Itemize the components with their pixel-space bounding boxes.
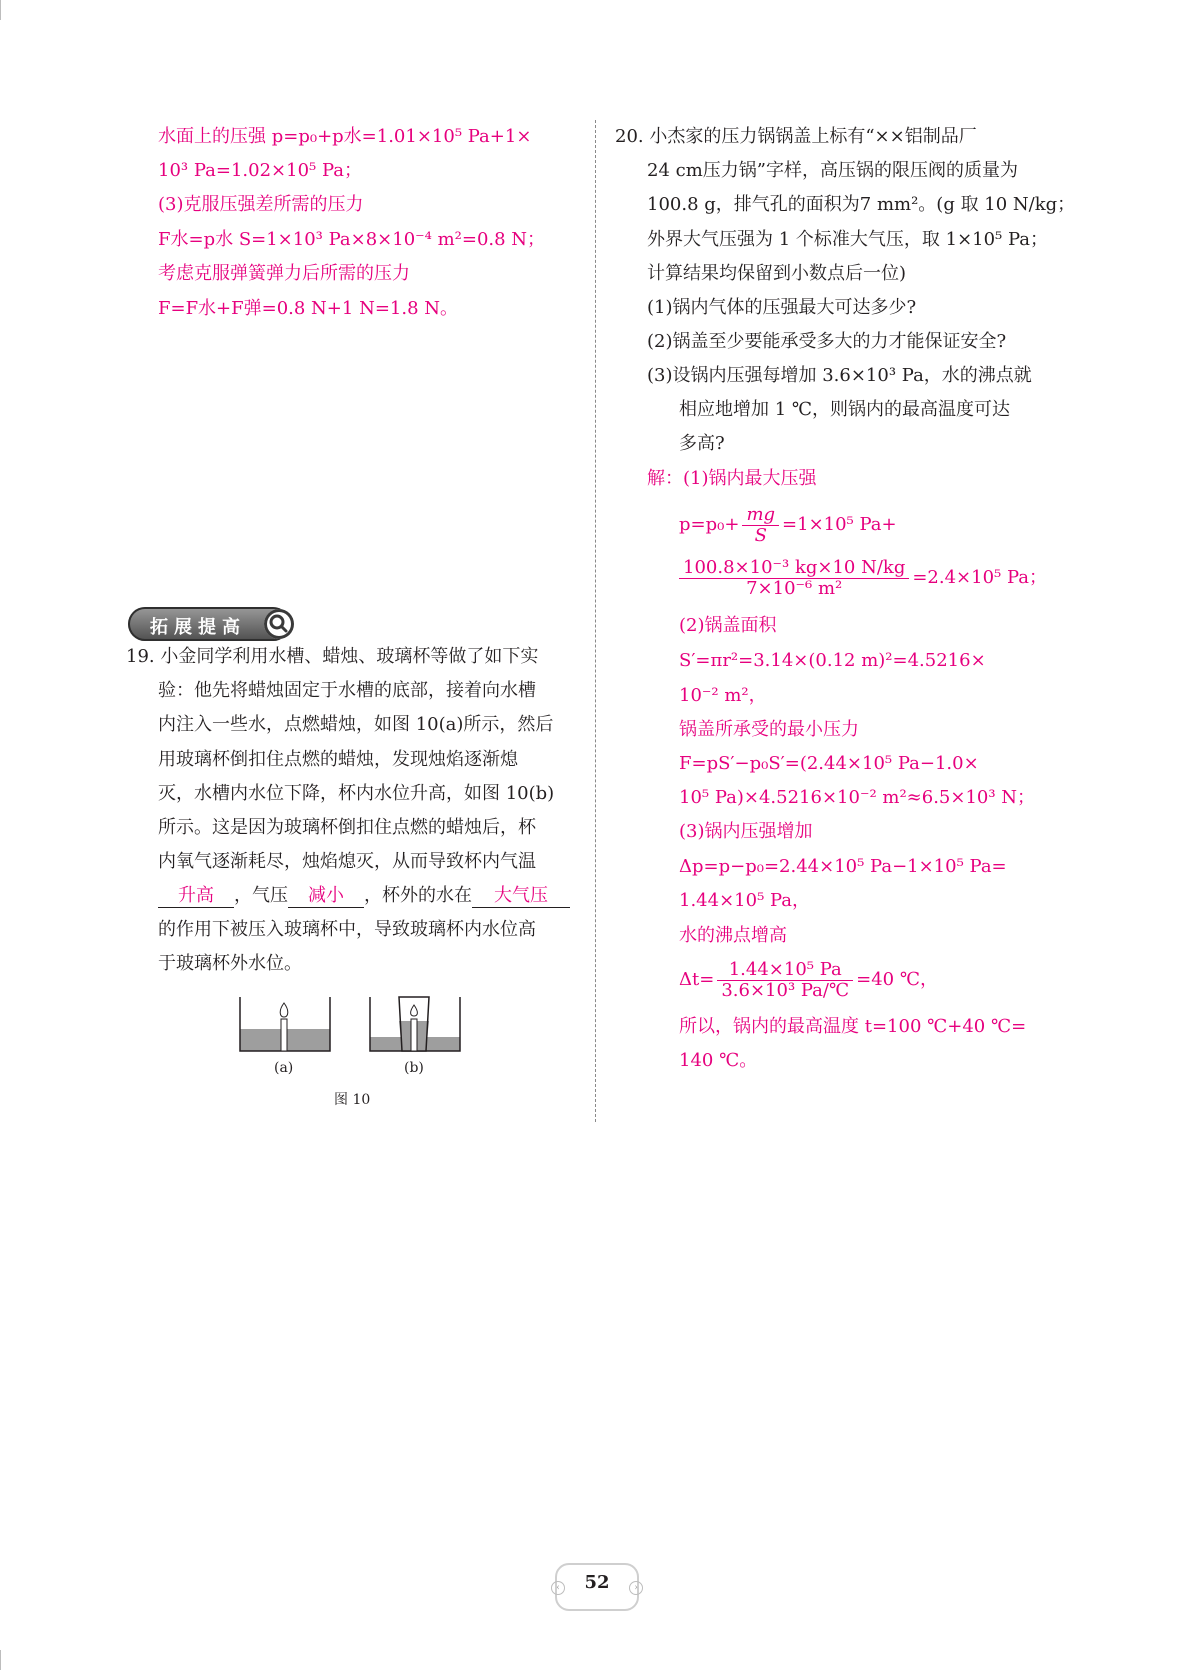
fraction-numerator: 1.44×10⁵ Pa	[717, 960, 853, 981]
question-line: 于玻璃杯外水位。	[158, 953, 302, 974]
solution-line: 所以，锅内的最高温度 t=100 ℃+40 ℃=	[679, 1016, 1027, 1037]
equation-boiling-increase	[679, 958, 938, 1002]
solution-line: 10⁵ Pa)×4.5216×10⁻² m²≈6.5×10³ N；	[679, 787, 1036, 808]
figure-caption: 图 10	[334, 1092, 371, 1108]
chevron-right-icon: ›	[629, 1581, 643, 1595]
answer-line: 水面上的压强 p=p₀+p水=1.01×10⁵ Pa+1×	[158, 126, 532, 147]
answer-line: F水=p水 S=1×10³ Pa×8×10⁻⁴ m²=0.8 N；	[158, 229, 546, 250]
question-line: 20. 小杰家的压力锅锅盖上标有“××铝制品厂	[615, 126, 977, 147]
crop-mark-top-left	[0, 0, 1, 20]
page-number-badge	[555, 1563, 639, 1611]
blank-separator: ，杯外的水在	[364, 885, 472, 906]
answer-line: F=F水+F弹=0.8 N+1 N=1.8 N。	[158, 298, 458, 319]
solution-line: S′=πr²=3.14×(0.12 m)²=4.5216×	[679, 650, 986, 671]
question-line: 用玻璃杯倒扣住点燃的蜡烛，发现烛焰逐渐熄	[158, 749, 518, 770]
equation-part: =40 ℃，	[856, 969, 938, 990]
equation-part: Δt=	[679, 969, 715, 990]
question-line: 的作用下被压入玻璃杯中，导致玻璃杯内水位高	[158, 919, 536, 940]
question-line: 相应地增加 1 ℃，则锅内的最高温度可达	[679, 399, 1011, 420]
fraction	[679, 558, 909, 599]
question-line: 19. 小金同学利用水槽、蜡烛、玻璃杯等做了如下实	[126, 646, 539, 667]
equation-max-pressure	[679, 503, 897, 547]
question-line: 100.8 g，排气孔的面积为7 mm²。(g 取 10 N/kg；	[647, 194, 1076, 215]
fraction-denominator: 3.6×10³ Pa/℃	[721, 979, 850, 1001]
fraction-denominator: 7×10⁻⁶ m²	[746, 577, 843, 599]
solution-line: 140 ℃。	[679, 1050, 758, 1071]
page-number: 52	[584, 1572, 610, 1593]
fraction	[717, 960, 853, 1001]
question-line: 内氧气逐渐耗尽，烛焰熄灭，从而导致杯内气温	[158, 851, 536, 872]
solution-line: 水的沸点增高	[679, 925, 787, 946]
figure-10-illustration	[230, 995, 470, 1075]
fraction-denominator: S	[754, 524, 767, 546]
fraction-numerator: mg	[742, 505, 779, 526]
answer-blank-pressure: 减小	[288, 885, 364, 908]
fraction-numerator: 100.8×10⁻³ kg×10 N/kg	[679, 558, 909, 579]
equation-part: =1×10⁵ Pa+	[782, 514, 897, 535]
figure-10	[230, 995, 470, 1115]
answer-line: 10³ Pa=1.02×10⁵ Pa；	[158, 160, 362, 181]
section-badge	[128, 607, 290, 641]
answer-line: (3)克服压强差所需的压力	[158, 194, 364, 215]
equation-part: =2.4×10⁵ Pa；	[912, 567, 1048, 588]
answer-blank-temperature: 升高	[158, 885, 234, 908]
column-divider	[595, 120, 596, 1122]
answer-blank-force: 大气压	[472, 885, 570, 908]
magnifier-icon	[264, 609, 294, 639]
solution-line: (2)锅盖面积	[679, 615, 777, 636]
equation-pressure-value	[679, 556, 1047, 600]
solution-line: 1.44×10⁵ Pa，	[679, 890, 811, 911]
equation-part: p=p₀+	[679, 514, 740, 535]
solution-line: 10⁻² m²，	[679, 685, 767, 706]
question-line: 灭，水槽内水位下降，杯内水位升高，如图 10(b)	[158, 783, 555, 804]
fill-in-line	[158, 885, 570, 908]
solution-line: 锅盖所承受的最小压力	[679, 719, 859, 740]
solution-heading: 解：(1)锅内最大压强	[647, 468, 817, 489]
question-line: 外界大气压强为 1 个标准大气压，取 1×10⁵ Pa；	[647, 229, 1049, 250]
question-line: 24 cm压力锅”字样，高压锅的限压阀的质量为	[647, 160, 1018, 181]
chevron-left-icon: ‹	[551, 1581, 565, 1595]
answer-line: 考虑克服弹簧弹力后所需的压力	[158, 263, 410, 284]
question-line: 多高?	[679, 433, 725, 454]
sub-question-2: (2)锅盖至少要能承受多大的力才能保证安全?	[647, 331, 1007, 352]
question-line: 计算结果均保留到小数点后一位)	[647, 263, 907, 284]
solution-line: (3)锅内压强增加	[679, 821, 813, 842]
solution-line: Δp=p−p₀=2.44×10⁵ Pa−1×10⁵ Pa=	[679, 856, 1007, 877]
figure-label-b: (b)	[404, 1060, 424, 1076]
sub-question-1: (1)锅内气体的压强最大可达多少?	[647, 297, 917, 318]
blank-separator: ，气压	[234, 885, 288, 906]
sub-question-3: (3)设锅内压强每增加 3.6×10³ Pa，水的沸点就	[647, 365, 1032, 386]
section-title: 拓展提高	[150, 617, 246, 638]
crop-mark-bottom-left	[0, 1650, 1, 1670]
fraction	[742, 505, 779, 546]
question-line: 所示。这是因为玻璃杯倒扣住点燃的蜡烛后，杯	[158, 817, 536, 838]
question-line: 验：他先将蜡烛固定于水槽的底部，接着向水槽	[158, 680, 536, 701]
question-line: 内注入一些水，点燃蜡烛，如图 10(a)所示，然后	[158, 714, 554, 735]
figure-label-a: (a)	[274, 1060, 294, 1076]
solution-line: F=pS′−p₀S′=(2.44×10⁵ Pa−1.0×	[679, 753, 979, 774]
